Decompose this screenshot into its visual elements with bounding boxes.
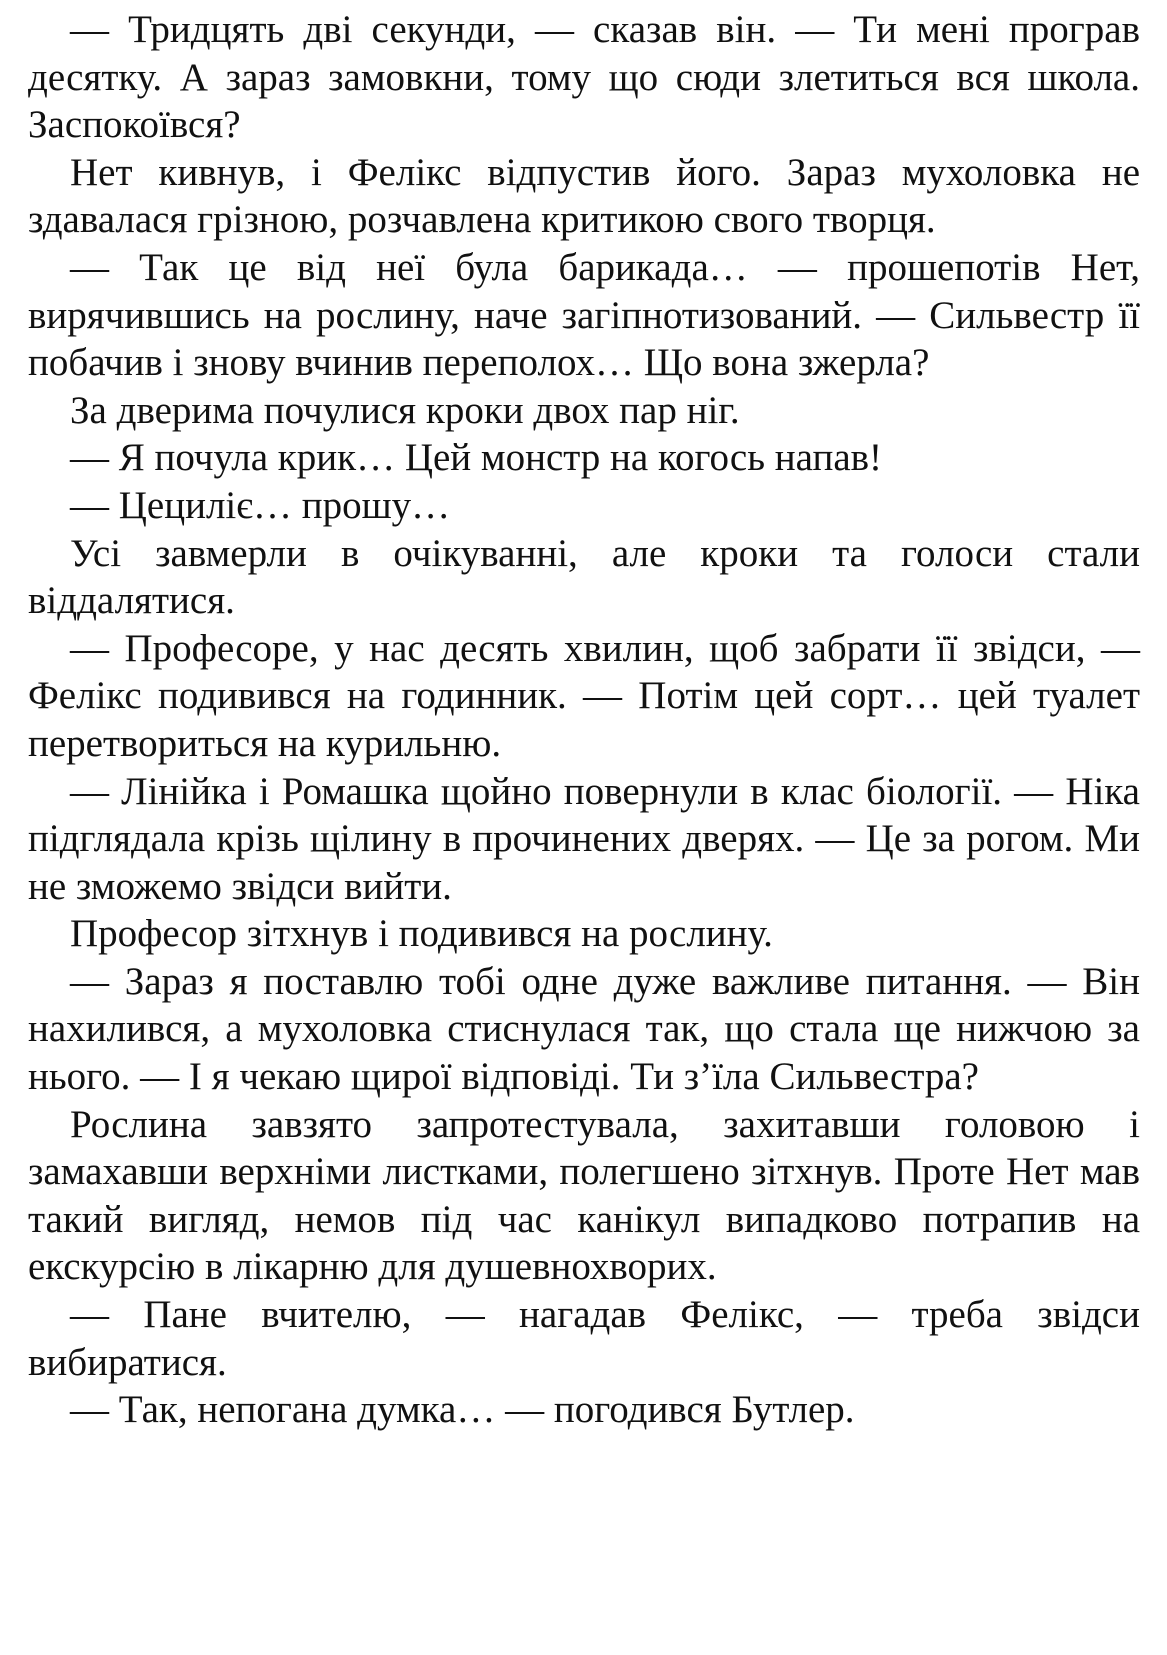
book-page [28, 6, 1140, 1434]
paragraph-11: — Зараз я поставлю тобі одне дуже важливе питання. — Він нахилився, а мухоловка стиснулася так, що стала ще нижчою за нього. — І я чекаю щирої відповіді. Ти з’їла Сильвестра? [28, 959, 1140, 1099]
paragraph-8: — Професоре, у нас десять хвилин, щоб забрати її звідси, — Фелікс подивився на годинник. — Потім цей сорт… цей туалет перетвориться на курильню. [28, 626, 1140, 765]
paragraph-13: — Пане вчителю, — нагадав Фелікс, — треба звідси вибиратися. [28, 1293, 1140, 1384]
paragraph-1: — Тридцять дві секунди, — сказав він. — Ти мені програв десятку. А зараз замовкни, тому що сюди злетиться вся школа. Заспокоївся? [28, 8, 1140, 147]
paragraph-7: Усі завмерли в очікуванні, але кроки та голоси стали віддалятися. [28, 531, 1140, 623]
paragraph-4: За дверима почулися кроки двох пар ніг. [70, 388, 740, 432]
paragraph-6: — Цециліє… прошу… [70, 483, 451, 527]
paragraph-5: — Я почула крик… Цей монстр на когось напав! [70, 436, 883, 480]
paragraph-14: — Так, непогана думка… — погодився Бутлер. [70, 1388, 855, 1432]
paragraph-12: Рослина завзято запротестувала, захитавши головою і замахавши верхніми листками, полегшено зітхнув. Проте Нет мав такий вигляд, немов під час канікул випадково потрапив на екскурсію в лікарню для душевнохворих. [28, 1102, 1140, 1289]
paragraph-3: — Так це від неї була барикада… — прошепотів Нет, вирячившись на рослину, наче загіпнотизований. — Сильвестр її побачив і знову вчинив переполох… Що вона зжерла? [28, 245, 1140, 385]
paragraph-10: Професор зітхнув і подивився на рослину. [70, 912, 773, 956]
paragraph-9: — Лінійка і Ромашка щойно повернули в клас біології. — Ніка підглядала крізь щілину в прочинених дверях. — Це за рогом. Ми не зможемо звідси вийти. [28, 769, 1140, 908]
paragraph-2: Нет кивнув, і Фелікс відпустив його. Зараз мухоловка не здавалася грізною, розчавлена критикою свого творця. [28, 150, 1140, 242]
